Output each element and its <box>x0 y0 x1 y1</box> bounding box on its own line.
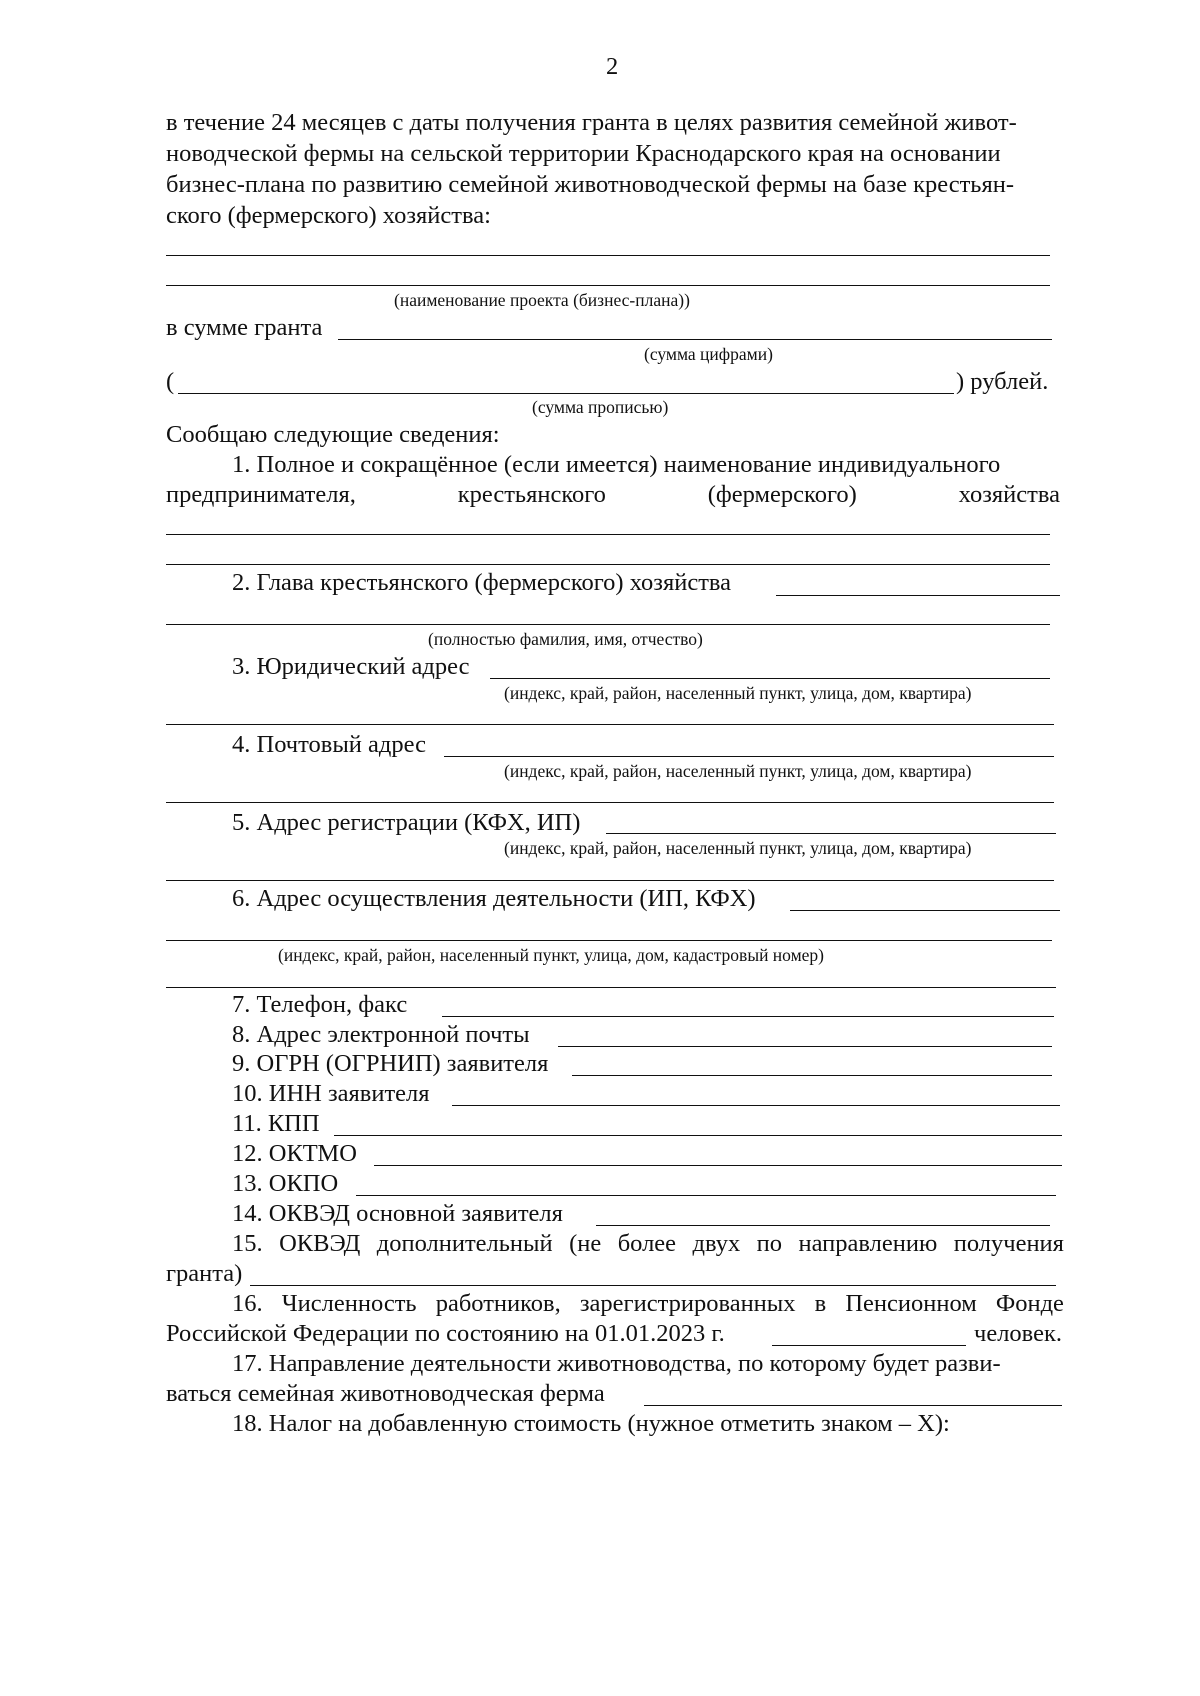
item-18-label: 18. Налог на добавленную стоимость (нужное отметить знаком – Х): <box>232 1410 950 1437</box>
intro-line: в течение 24 месяцев с даты получения гранта в целях развития семейной живот- <box>166 109 1017 136</box>
item-2-answer-line[interactable] <box>776 595 1060 596</box>
project-name-line[interactable] <box>166 255 1050 256</box>
item-1-answer-line[interactable] <box>166 534 1050 535</box>
project-name-caption: (наименование проекта (бизнес-плана)) <box>394 290 690 310</box>
word: направлению <box>798 1230 938 1257</box>
word: двух <box>692 1230 741 1257</box>
item-6-answer-line[interactable] <box>166 987 1056 988</box>
item-17-answer-line[interactable] <box>644 1405 1062 1406</box>
item-1-line-1: 1. Полное и сокращённое (если имеется) наименование индивидуального <box>232 451 1001 478</box>
item-10-label: 10. ИНН заявителя <box>232 1080 430 1107</box>
item-2-answer-line[interactable] <box>166 624 1050 625</box>
item-6-answer-line[interactable] <box>166 940 1052 941</box>
item-9-label: 9. ОГРН (ОГРНИП) заявителя <box>232 1050 549 1077</box>
item-4-answer-line[interactable] <box>444 756 1054 757</box>
word: (фермерского) <box>707 481 857 508</box>
address-caption: (индекс, край, район, населенный пункт, улица, дом, квартира) <box>504 761 972 781</box>
info-intro: Сообщаю следующие сведения: <box>166 421 500 448</box>
page-number: 2 <box>606 53 619 80</box>
word: Фонде <box>995 1290 1064 1317</box>
item-5-answer-line[interactable] <box>166 880 1054 881</box>
word: (не <box>569 1230 602 1257</box>
rubles-suffix: ) рублей. <box>956 368 1049 395</box>
sum-words-caption: (сумма прописью) <box>532 397 669 417</box>
word: Пенсионном <box>845 1290 977 1317</box>
item-7-answer-line[interactable] <box>442 1016 1054 1017</box>
item-16-line-1 <box>232 1289 1064 1319</box>
fio-caption: (полностью фамилия, имя, отчество) <box>428 629 703 649</box>
address-caption: (индекс, край, район, населенный пункт, улица, дом, квартира) <box>504 838 972 858</box>
word: ОКВЭД <box>279 1230 361 1257</box>
grant-sum-digits-line[interactable] <box>338 339 1052 340</box>
word: предпринимателя, <box>166 481 356 508</box>
word: 16. <box>232 1290 263 1317</box>
item-15-line-2: гранта) <box>166 1260 243 1287</box>
item-12-label: 12. ОКТМО <box>232 1140 357 1167</box>
word: получения <box>953 1230 1064 1257</box>
item-3-answer-line[interactable] <box>166 724 1054 725</box>
item-8-answer-line[interactable] <box>558 1046 1052 1047</box>
address-caption: (индекс, край, район, населенный пункт, улица, дом, квартира) <box>504 683 972 703</box>
item-16-suffix: человек. <box>974 1320 1062 1347</box>
item-15-line-1 <box>232 1229 1064 1259</box>
item-14-answer-line[interactable] <box>596 1225 1050 1226</box>
word: Численность <box>281 1290 417 1317</box>
item-3-answer-line[interactable] <box>490 678 1050 679</box>
item-11-label: 11. КПП <box>232 1110 320 1137</box>
item-16-line-2: Российской Федерации по состоянию на 01.01.2023 г. <box>166 1320 725 1347</box>
project-name-line[interactable] <box>166 285 1050 286</box>
item-13-label: 13. ОКПО <box>232 1170 339 1197</box>
activity-address-caption: (индекс, край, район, населенный пункт, улица, дом, кадастровый номер) <box>278 945 825 965</box>
word: дополнительный <box>376 1230 553 1257</box>
item-5-label: 5. Адрес регистрации (КФХ, ИП) <box>232 809 581 836</box>
item-2-label: 2. Глава крестьянского (фермерского) хозяйства <box>232 569 732 596</box>
item-1-line-2 <box>166 480 1060 510</box>
word: хозяйства <box>958 481 1060 508</box>
open-paren: ( <box>166 368 175 395</box>
item-1-answer-line[interactable] <box>166 564 1050 565</box>
item-16-answer-line[interactable] <box>772 1345 966 1346</box>
item-11-answer-line[interactable] <box>334 1135 1062 1136</box>
item-3-label: 3. Юридический адрес <box>232 653 470 680</box>
item-10-answer-line[interactable] <box>452 1105 1060 1106</box>
item-4-answer-line[interactable] <box>166 802 1054 803</box>
item-5-answer-line[interactable] <box>606 833 1056 834</box>
item-17-line-2: ваться семейная животноводческая ферма <box>166 1380 605 1407</box>
word: зарегистрированных <box>579 1290 796 1317</box>
word: крестьянского <box>457 481 606 508</box>
item-17-line-1: 17. Направление деятельности животноводства, по которому будет разви- <box>232 1350 1001 1377</box>
intro-line: ского (фермерского) хозяйства: <box>166 202 491 229</box>
word: 15. <box>232 1230 263 1257</box>
item-8-label: 8. Адрес электронной почты <box>232 1021 530 1048</box>
word: более <box>617 1230 677 1257</box>
grant-sum-label: в сумме гранта <box>166 314 323 341</box>
item-7-label: 7. Телефон, факс <box>232 991 408 1018</box>
item-4-label: 4. Почтовый адрес <box>232 731 426 758</box>
word: по <box>756 1230 783 1257</box>
item-9-answer-line[interactable] <box>572 1075 1052 1076</box>
item-6-answer-line[interactable] <box>790 910 1060 911</box>
word: в <box>814 1290 827 1317</box>
item-6-label: 6. Адрес осуществления деятельности (ИП, КФХ) <box>232 885 756 912</box>
intro-line: новодческой фермы на сельской территории Краснодарского края на основании <box>166 140 1001 167</box>
item-12-answer-line[interactable] <box>374 1165 1062 1166</box>
item-13-answer-line[interactable] <box>356 1195 1056 1196</box>
word: работников, <box>435 1290 561 1317</box>
sum-digits-caption: (сумма цифрами) <box>644 344 773 364</box>
intro-line: бизнес-плана по развитию семейной животноводческой фермы на базе крестьян- <box>166 171 1015 198</box>
grant-sum-words-line[interactable] <box>178 393 954 394</box>
item-15-answer-line[interactable] <box>250 1285 1056 1286</box>
item-14-label: 14. ОКВЭД основной заявителя <box>232 1200 563 1227</box>
